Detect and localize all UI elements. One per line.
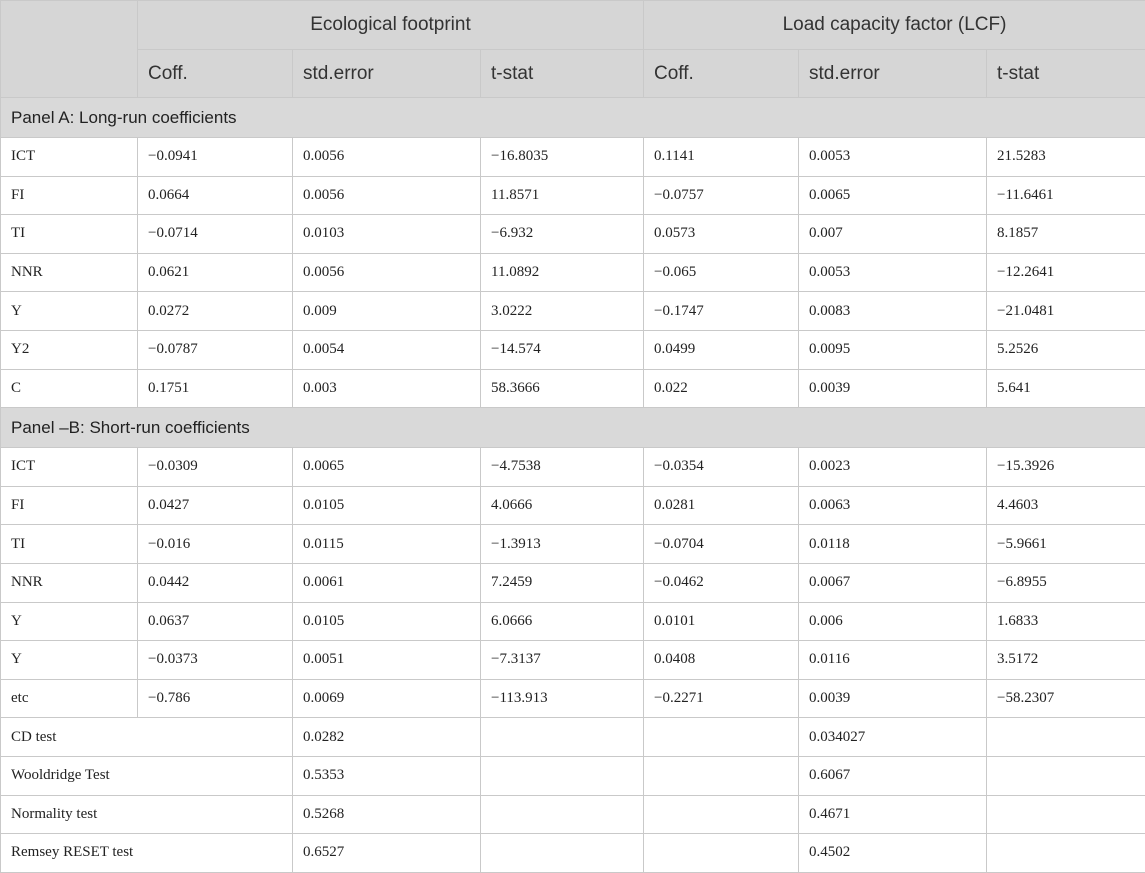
cell-variable: Y2 (1, 330, 138, 369)
table-row (1, 679, 1145, 718)
table-row (1, 486, 1145, 525)
cell-lcf-coff: −0.0704 (644, 525, 799, 564)
table-body (1, 98, 1145, 873)
cell-lcf-coff: 0.0281 (644, 486, 799, 525)
cell-ef-t-stat: −6.932 (481, 215, 644, 254)
cell-lcf-std-error: 0.0083 (799, 292, 987, 331)
diagnostic-lcf-value: 0.034027 (799, 718, 987, 757)
cell-lcf-std-error: 0.0118 (799, 525, 987, 564)
header-subcolumn-row (1, 50, 1145, 98)
diagnostic-label: CD test (1, 718, 293, 757)
cell-lcf-t-stat: 5.641 (987, 369, 1145, 408)
header-ef-coff: Coff. (138, 50, 293, 98)
cell-lcf-coff: 0.1141 (644, 138, 799, 177)
cell-ef-t-stat: −4.7538 (481, 448, 644, 487)
cell-variable: Y (1, 641, 138, 680)
cell-ef-coff: 0.0427 (138, 486, 293, 525)
cell-ef-std-error: 0.0054 (293, 330, 481, 369)
table-row (1, 215, 1145, 254)
cell-ef-t-stat: 7.2459 (481, 563, 644, 602)
cell-lcf-coff: −0.0462 (644, 563, 799, 602)
cell-ef-std-error: 0.0056 (293, 138, 481, 177)
table-row (1, 176, 1145, 215)
cell-ef-std-error: 0.0061 (293, 563, 481, 602)
cell-lcf-t-stat: −21.0481 (987, 292, 1145, 331)
cell-ef-t-stat: −1.3913 (481, 525, 644, 564)
cell-lcf-t-stat: −5.9661 (987, 525, 1145, 564)
cell-ef-coff: −0.0787 (138, 330, 293, 369)
cell-ef-std-error: 0.0056 (293, 253, 481, 292)
diagnostic-lcf-empty (987, 795, 1145, 834)
cell-ef-t-stat: −113.913 (481, 679, 644, 718)
cell-lcf-t-stat: −6.8955 (987, 563, 1145, 602)
cell-ef-coff: 0.0621 (138, 253, 293, 292)
cell-lcf-coff: 0.022 (644, 369, 799, 408)
cell-ef-std-error: 0.0069 (293, 679, 481, 718)
cell-lcf-coff: 0.0408 (644, 641, 799, 680)
cell-ef-std-error: 0.0056 (293, 176, 481, 215)
cell-ef-t-stat: −14.574 (481, 330, 644, 369)
table-row (1, 641, 1145, 680)
cell-ef-std-error: 0.003 (293, 369, 481, 408)
cell-ef-t-stat: −7.3137 (481, 641, 644, 680)
table-row (1, 138, 1145, 177)
header-ef-t-stat: t-stat (481, 50, 644, 98)
cell-lcf-std-error: 0.0039 (799, 369, 987, 408)
diagnostic-ef-value: 0.5353 (293, 756, 481, 795)
cell-ef-t-stat: 58.3666 (481, 369, 644, 408)
cell-lcf-t-stat: 3.5172 (987, 641, 1145, 680)
cell-ef-std-error: 0.0065 (293, 448, 481, 487)
cell-lcf-std-error: 0.0039 (799, 679, 987, 718)
diagnostic-row (1, 834, 1145, 873)
cell-lcf-std-error: 0.0116 (799, 641, 987, 680)
cell-lcf-std-error: 0.007 (799, 215, 987, 254)
cell-variable: FI (1, 486, 138, 525)
table-row (1, 330, 1145, 369)
cell-lcf-t-stat: 5.2526 (987, 330, 1145, 369)
panel-b-row (1, 408, 1145, 448)
table-row (1, 448, 1145, 487)
cell-variable: NNR (1, 563, 138, 602)
cell-lcf-coff: −0.0757 (644, 176, 799, 215)
cell-variable: NNR (1, 253, 138, 292)
cell-ef-std-error: 0.0103 (293, 215, 481, 254)
diagnostic-lcf-value: 0.4671 (799, 795, 987, 834)
cell-ef-t-stat: 3.0222 (481, 292, 644, 331)
cell-lcf-std-error: 0.0053 (799, 253, 987, 292)
table-row (1, 602, 1145, 641)
table-header (1, 1, 1145, 98)
diagnostic-lcf-empty (644, 718, 799, 757)
cell-ef-t-stat: 11.0892 (481, 253, 644, 292)
cell-ef-std-error: 0.0051 (293, 641, 481, 680)
cell-lcf-coff: −0.1747 (644, 292, 799, 331)
diagnostic-ef-empty (481, 795, 644, 834)
cell-ef-t-stat: 11.8571 (481, 176, 644, 215)
cell-variable: Y (1, 602, 138, 641)
cell-ef-coff: 0.0272 (138, 292, 293, 331)
cell-lcf-coff: 0.0101 (644, 602, 799, 641)
diagnostic-lcf-empty (644, 756, 799, 795)
table-row (1, 525, 1145, 564)
diagnostic-lcf-value: 0.4502 (799, 834, 987, 873)
diagnostic-ef-value: 0.6527 (293, 834, 481, 873)
cell-variable: ICT (1, 448, 138, 487)
cell-ef-coff: 0.0637 (138, 602, 293, 641)
cell-variable: C (1, 369, 138, 408)
diagnostic-row (1, 795, 1145, 834)
cell-lcf-std-error: 0.0095 (799, 330, 987, 369)
cell-ef-coff: −0.786 (138, 679, 293, 718)
header-lcf-coff: Coff. (644, 50, 799, 98)
cell-ef-coff: 0.1751 (138, 369, 293, 408)
cell-ef-coff: −0.0941 (138, 138, 293, 177)
cell-ef-std-error: 0.009 (293, 292, 481, 331)
panel-a-title: Panel A: Long-run coefficients (1, 98, 1145, 138)
cell-lcf-t-stat: 1.6833 (987, 602, 1145, 641)
cell-lcf-coff: −0.2271 (644, 679, 799, 718)
header-lcf-std-error: std.error (799, 50, 987, 98)
cell-lcf-std-error: 0.0063 (799, 486, 987, 525)
cell-lcf-std-error: 0.0065 (799, 176, 987, 215)
table-row (1, 369, 1145, 408)
panel-a-row (1, 98, 1145, 138)
cell-lcf-std-error: 0.0053 (799, 138, 987, 177)
table-row (1, 253, 1145, 292)
cell-ef-coff: −0.0714 (138, 215, 293, 254)
cell-lcf-t-stat: −12.2641 (987, 253, 1145, 292)
diagnostic-lcf-value: 0.6067 (799, 756, 987, 795)
diagnostic-lcf-empty (644, 834, 799, 873)
cell-lcf-t-stat: 4.4603 (987, 486, 1145, 525)
cell-lcf-std-error: 0.0067 (799, 563, 987, 602)
cell-ef-std-error: 0.0105 (293, 602, 481, 641)
diagnostic-label: Wooldridge Test (1, 756, 293, 795)
header-group-load-capacity-factor: Load capacity factor (LCF) (644, 1, 1145, 50)
header-group-row (1, 1, 1145, 50)
cell-ef-coff: 0.0664 (138, 176, 293, 215)
cell-lcf-coff: −0.065 (644, 253, 799, 292)
diagnostic-ef-empty (481, 756, 644, 795)
diagnostic-lcf-empty (987, 718, 1145, 757)
cell-ef-coff: −0.0309 (138, 448, 293, 487)
cell-variable: TI (1, 215, 138, 254)
header-ef-std-error: std.error (293, 50, 481, 98)
cell-lcf-std-error: 0.0023 (799, 448, 987, 487)
diagnostic-row (1, 756, 1145, 795)
diagnostic-lcf-empty (987, 834, 1145, 873)
header-lcf-t-stat: t-stat (987, 50, 1145, 98)
diagnostic-lcf-empty (644, 795, 799, 834)
cell-lcf-coff: 0.0573 (644, 215, 799, 254)
cell-variable: etc (1, 679, 138, 718)
cell-ef-t-stat: 6.0666 (481, 602, 644, 641)
diagnostic-ef-empty (481, 834, 644, 873)
cell-variable: Y (1, 292, 138, 331)
cell-lcf-t-stat: 8.1857 (987, 215, 1145, 254)
header-group-ecological-footprint: Ecological footprint (138, 1, 644, 50)
cell-lcf-coff: 0.0499 (644, 330, 799, 369)
diagnostic-ef-value: 0.0282 (293, 718, 481, 757)
cell-ef-std-error: 0.0105 (293, 486, 481, 525)
cell-ef-t-stat: −16.8035 (481, 138, 644, 177)
cell-lcf-t-stat: −11.6461 (987, 176, 1145, 215)
panel-b-title: Panel –B: Short-run coefficients (1, 408, 1145, 448)
cell-ef-coff: −0.0373 (138, 641, 293, 680)
cell-variable: ICT (1, 138, 138, 177)
diagnostic-label: Remsey RESET test (1, 834, 293, 873)
cell-lcf-std-error: 0.006 (799, 602, 987, 641)
diagnostic-lcf-empty (987, 756, 1145, 795)
cell-lcf-t-stat: −58.2307 (987, 679, 1145, 718)
cell-ef-t-stat: 4.0666 (481, 486, 644, 525)
cell-variable: FI (1, 176, 138, 215)
diagnostic-label: Normality test (1, 795, 293, 834)
cell-ef-coff: −0.016 (138, 525, 293, 564)
cell-lcf-coff: −0.0354 (644, 448, 799, 487)
table-row (1, 292, 1145, 331)
diagnostic-ef-empty (481, 718, 644, 757)
diagnostic-row (1, 718, 1145, 757)
header-corner-cell (1, 1, 138, 98)
cell-variable: TI (1, 525, 138, 564)
cell-ef-coff: 0.0442 (138, 563, 293, 602)
cell-lcf-t-stat: 21.5283 (987, 138, 1145, 177)
diagnostic-ef-value: 0.5268 (293, 795, 481, 834)
table-row (1, 563, 1145, 602)
cell-ef-std-error: 0.0115 (293, 525, 481, 564)
cell-lcf-t-stat: −15.3926 (987, 448, 1145, 487)
